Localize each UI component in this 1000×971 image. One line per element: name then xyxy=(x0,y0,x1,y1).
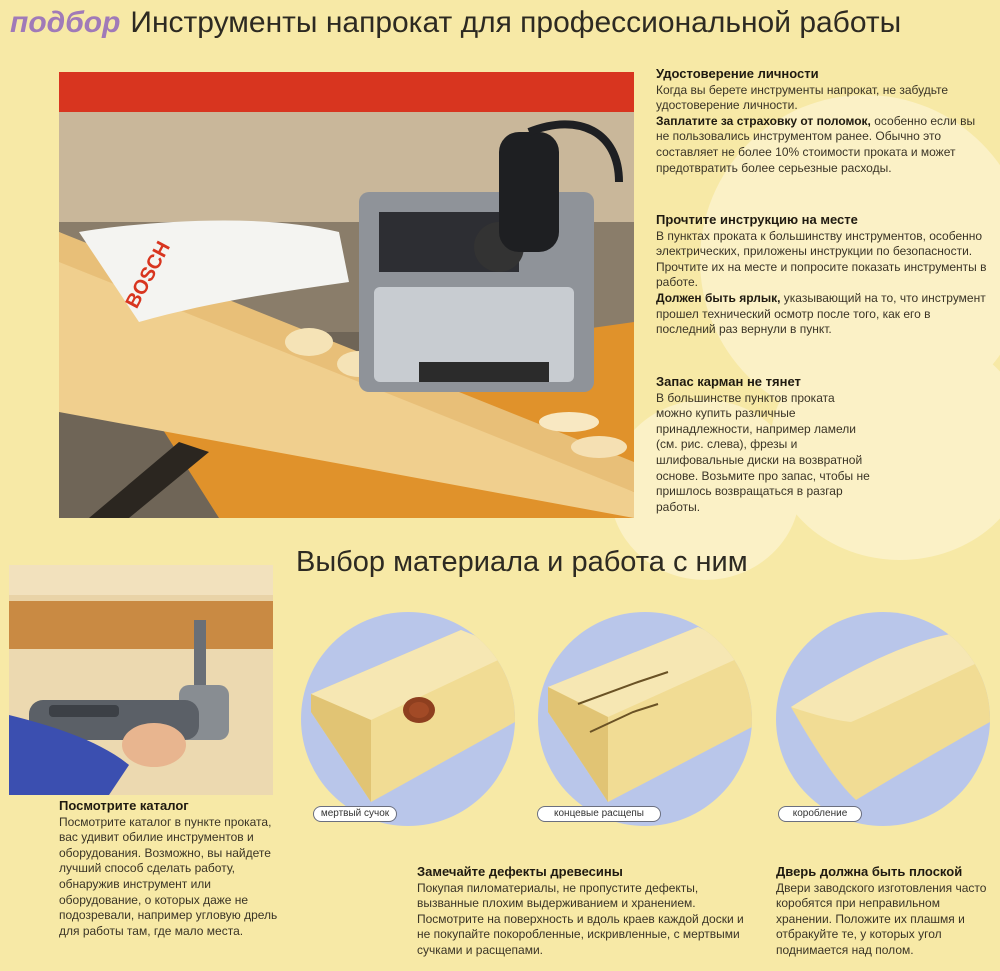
caption-warping: коробление xyxy=(778,806,862,822)
instructions-text: В пунктах проката к большинству инструментов, особенно электрических, приложены инструкции по безопасности. Прочтите их на месте и попросите показать инструменты в работе. xyxy=(656,228,987,290)
instructions-block xyxy=(656,212,991,338)
bosch-logo: BOSCH xyxy=(121,237,175,312)
reserve-block xyxy=(656,374,871,515)
instructions-heading: Прочтите инструкцию на месте xyxy=(656,212,858,227)
flat-door-heading: Дверь должна быть плоской xyxy=(776,864,963,879)
identity-heading: Удостоверение личности xyxy=(656,66,819,81)
section-title: Выбор материала и работа с ним xyxy=(296,546,748,578)
flat-door-text: Двери заводского изготовления часто коробятся при неправильном хранении. Положите их плашмя и отбракуйте те, у которых угол поднимается над полом. xyxy=(776,880,987,957)
insurance-paragraph xyxy=(656,114,991,176)
angle-drill-photo xyxy=(9,565,273,795)
reserve-text: В большинстве пунктов проката можно купить различные принадлежности, например ламели (см. рис. слева), фрезы и шлифовальные диски на возвратной основе. Возьмите про запас, чтобы не пришлось возвращаться в разгар работы. xyxy=(656,390,870,514)
insurance-lead: Заплатите за страховку от поломок, xyxy=(656,113,871,128)
caption-dead-knot: мертвый сучок xyxy=(313,806,397,822)
section-tag: подбор xyxy=(10,6,121,39)
flat-door-block xyxy=(776,864,991,959)
warped-board xyxy=(776,612,990,826)
defects-text: Покупая пиломатериалы, не пропустите дефекты, вызванные плохим выдерживанием и хранением. Посмотрите на поверхность и вдоль краев каждой доски и не покупайте покоробленные, искривленные, с мертвыми сучками и расщепами. xyxy=(417,880,744,957)
angle-drill-illustration xyxy=(9,565,273,795)
label-paragraph xyxy=(656,291,991,338)
defect-circle-dead-knot xyxy=(301,612,515,826)
defect-circle-warping xyxy=(776,612,990,826)
page-title: Инструменты напрокат для профессиональной работы xyxy=(130,6,902,39)
caption-end-splits: концевые расщепы xyxy=(537,806,661,822)
page-header xyxy=(10,6,901,40)
catalog-heading: Посмотрите каталог xyxy=(59,798,189,813)
reserve-heading: Запас карман не тянет xyxy=(656,374,801,389)
identity-text: Когда вы берете инструменты напрокат, не забудьте удостоверение личности. xyxy=(656,82,949,113)
defects-heading: Замечайте дефекты древесины xyxy=(417,864,623,879)
defects-block xyxy=(417,864,760,959)
main-photo-biscuit-joiner xyxy=(59,72,634,518)
defect-circle-end-splits xyxy=(538,612,752,826)
catalog-block xyxy=(59,798,284,939)
dead-knot-board xyxy=(301,612,515,826)
label-lead: Должен быть ярлык, xyxy=(656,290,781,305)
label-text: указывающий на то, что инструмент прошел технический осмотр после того, как его в последний раз вернули в пункт. xyxy=(656,290,986,337)
catalog-text: Посмотрите каталог в пункте проката, вас удивит обилие инструментов и оборудования. Возможно, вы найдете лучший способ сделать работу, обнаружив инструмент или оборудование, о которых даже не подозревали, например угловую дрель для работы там, где мало места. xyxy=(59,814,278,938)
end-splits-board xyxy=(538,612,752,826)
biscuit-joiner-illustration xyxy=(59,72,634,518)
insurance-text: особенно если вы не пользовались инструментом ранее. Обычно это составляет не более 10% стоимости проката и может предотвратить более серьезные расходы. xyxy=(656,113,976,175)
identity-block xyxy=(656,66,991,176)
